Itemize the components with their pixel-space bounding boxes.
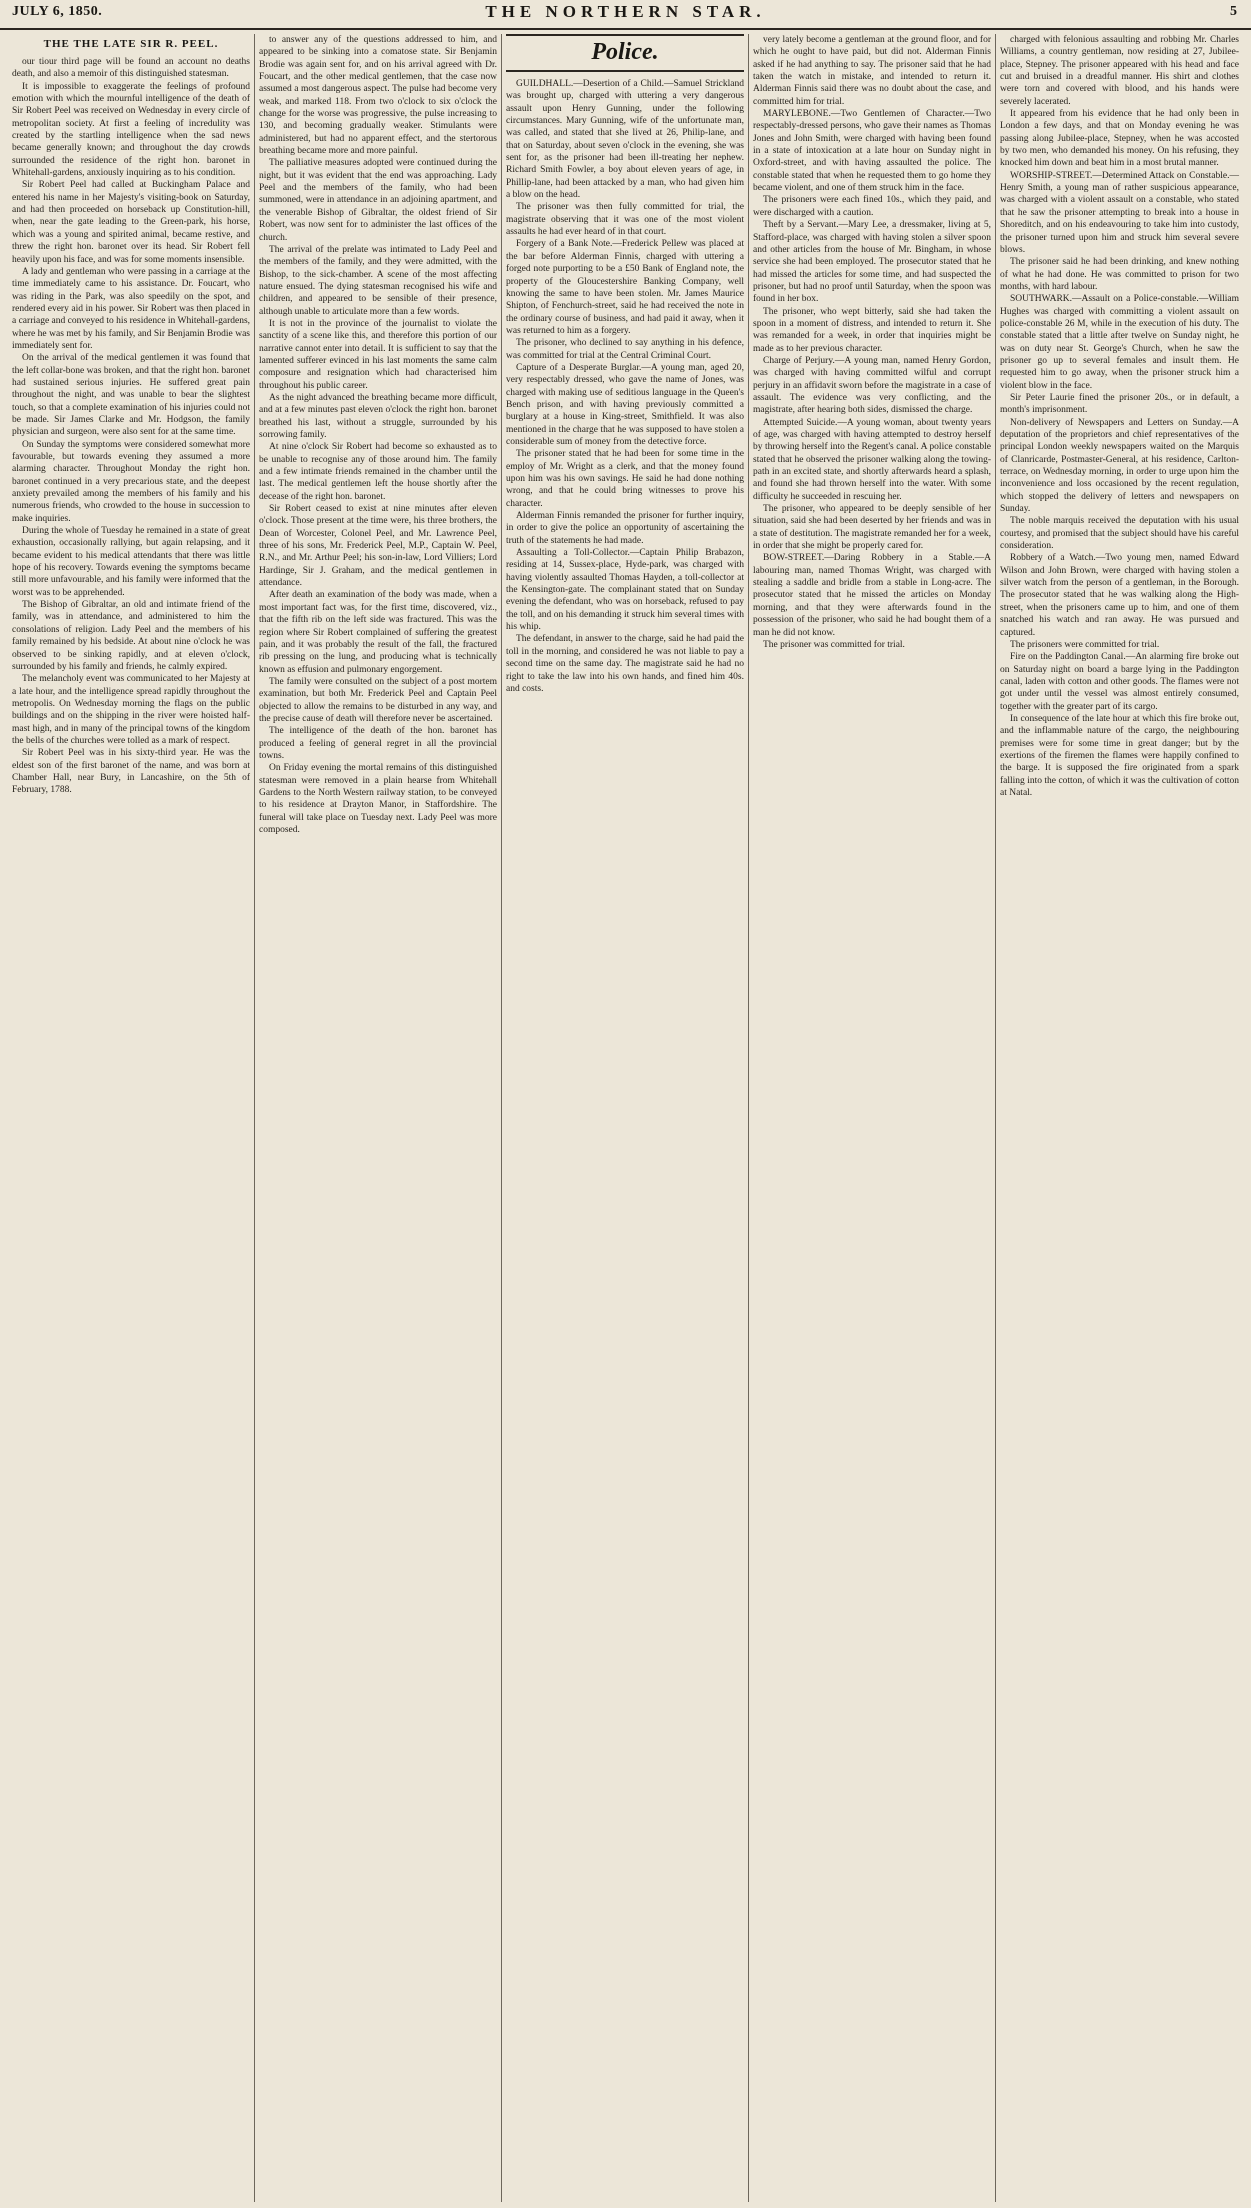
- article-paragraph: At nine o'clock Sir Robert had become so exhausted as to be unable to recognise any of those around him. The family and a few intimate friends remained in the chamber until the last. The medical gentlemen left the house shortly after the decease of the right hon. baronet.: [259, 442, 497, 502]
- article-paragraph: WORSHIP-STREET.—Determined Attack on Constable.—Henry Smith, a young man of rather suspicious appearance, was charged with a violent assault on a constable, who stated that he saw the prisoner attempting to break into a house in Shoreditch, and on his endeavouring to take him into custody, the prisoner turned upon him and struck him several severe blows.: [1000, 170, 1239, 255]
- article-paragraph: On Sunday the symptoms were considered somewhat more favourable, but towards evening they assumed a more alarming character. Throughout Monday the right hon. baronet continued in a very precarious state, and the deepest anxiety prevailed among the members of his family and his numerous friends, who crowded to the house in succession to make inquiries.: [12, 439, 250, 524]
- article-paragraph: Alderman Finnis remanded the prisoner for further inquiry, in order to give the police an opportunity of ascertaining the truth of the statements he had made.: [506, 511, 744, 546]
- article-paragraph: The prisoner, who appeared to be deeply sensible of her situation, said she had been deserted by her friends and was in a state of destitution. The magistrate remanded her for a week, in order that she might be properly cared for.: [753, 504, 991, 552]
- column-3: [502, 34, 749, 2202]
- article-paragraph: The noble marquis received the deputation with his usual courtesy, and promised that the subject should have his careful consideration.: [1000, 516, 1239, 552]
- article-paragraph: Charge of Perjury.—A young man, named Henry Gordon, was charged with having committed wilful and corrupt perjury in an affidavit sworn before the magistrate in a case of assault. The evidence was very conflicting, and the magistrate, after hearing both sides, dismissed the charge.: [753, 355, 991, 416]
- article-paragraph: charged with felonious assaulting and robbing Mr. Charles Williams, a country gentleman, now residing at 27, Jubilee-place, Stepney. The prisoner appeared with his head and face cut and bruised in a dreadful manner. His shirt and clothes were torn and covered with blood, and his hands were severely lacerated.: [1000, 35, 1239, 107]
- article-paragraph: The prisoners were each fined 10s., which they paid, and were discharged with a caution.: [753, 195, 991, 218]
- article-paragraph: The defendant, in answer to the charge, said he had paid the toll in the morning, and considered he was not liable to pay a second time on the same day. The magistrate said he had no right to take the law into his own hands, and fined him 40s. and costs.: [506, 634, 744, 694]
- article-paragraph: A lady and gentleman who were passing in a carriage at the time immediately came to his assistance. Dr. Foucart, who was riding in the Park, was also speedily on the spot, and rendered every aid in his power. Sir Robert was then placed in a carriage and conveyed to his residence in Whitehall-gardens, where he was met by his family, and Sir Benjamin Brodie was immediately sent for.: [12, 266, 251, 351]
- column-2: [255, 34, 502, 2202]
- article-paragraph: BOW-STREET.—Daring Robbery in a Stable.—A labouring man, named Thomas Wright, was charged with stealing a saddle and bridle from a stable in Long-acre. The prosecutor stated that he missed the articles on Monday morning, and that they were afterwards found in the possession of the prisoner, who said he had bought them of a man he did not know.: [753, 553, 991, 638]
- article-paragraph: On Friday evening the mortal remains of this distinguished statesman were removed in a plain hearse from Whitehall Gardens to the North Western railway station, to be conveyed to his residence at Drayton Manor, in Staffordshire. The funeral will take place on Tuesday next. Lady Peel was more composed.: [259, 763, 497, 835]
- article-paragraph: It appeared from his evidence that he had only been in London a few days, and that on Monday evening he was passing along Jubilee-place, Stepney, when he was accosted by two men, who demanded his money. On his refusing, they knocked him down and beat him in a most brutal manner.: [1000, 109, 1239, 169]
- article-columns: [8, 34, 1244, 2202]
- article-paragraph: GUILDHALL.—Desertion of a Child.—Samuel Strickland was brought up, charged with uttering a very dangerous assault upon Henry Gunning, under the following circumstances. Mary Gunning, wife of the unfortunate man, was called, and stated that she lived at 26, Philip-lane, and that on Saturday, about seven o'clock in the evening, she was sent for, as the prisoner had been ill-treating her nephew. Richard Smith Fowler, a boy about eleven years of age, in Phillip-lane, had been attacked by a man, who had given him a blow on the head.: [506, 79, 744, 201]
- article-paragraph: In consequence of the late hour at which this fire broke out, and the inflammable nature of the cargo, the neighbouring premises were for some time in great danger; but by the exertions of the firemen the flames were happily confined to the barge. It is supposed the fire originated from a spark falling into the cotton, of which it was the cultivation of cotton at Natal.: [1000, 713, 1239, 798]
- page-number: 5: [1230, 4, 1237, 19]
- article-paragraph: The prisoner said he had been drinking, and knew nothing of what he had done. He was committed to prison for two months, with hard labour.: [1000, 257, 1239, 292]
- article-paragraph: The family were consulted on the subject of a post mortem examination, but both Mr. Frederick Peel and Captain Peel objected to allow the remains to be disturbed in any way, and the precise cause of death will therefore never be ascertained.: [259, 676, 497, 724]
- article-paragraph: The intelligence of the death of the hon. baronet has produced a feeling of general regret in all the provincial towns.: [259, 726, 497, 761]
- article-paragraph: SOUTHWARK.—Assault on a Police-constable.—William Hughes was charged with committing a violent assault on police-constable 26 M, while in the execution of his duty. The constable stated that a little after twelve on Sunday night, he was on duty near St. George's Church, when he saw the prisoner go up to several females and insult them. He requested him to go away, when the prisoner struck him a violent blow in the face.: [1000, 294, 1239, 391]
- article-paragraph: Capture of a Desperate Burglar.—A young man, aged 20, very respectably dressed, who gave the name of Jones, was charged with making use of seditious language in the Queen's Bench prison, and with having previously committed a burglary at a house in King-street, Smithfield. It was also mentioned in the charge that he was supposed to have stolen a considerable sum of money from the detective force.: [506, 362, 744, 447]
- article-paragraph: Non-delivery of Newspapers and Letters on Sunday.—A deputation of the proprietors and chief representatives of the principal London weekly newspapers waited on the Marquis of Clanricarde, Postmaster-General, at his residence, Carlton-terrace, on Wednesday morning, in order to urge upon him the inconvenience and loss occasioned by the recent regulation, which stopped the delivery of letters and newspapers on Sunday.: [1000, 417, 1239, 515]
- article-paragraph: Theft by a Servant.—Mary Lee, a dressmaker, living at 5, Stafford-place, was charged with having stolen a silver spoon and other articles from the house of Mr. Bingham, in whose service she had been employed. The prosecutor stated that he had missed the articles for some time, and had suspected the prisoner, but had no proof until Saturday, when the spoon was found in her box.: [753, 220, 991, 305]
- article-paragraph: Sir Robert Peel had called at Buckingham Palace and entered his name in her Majesty's visiting-book on Saturday, and had then proceeded on horseback up Constitution-hill, when, near the gate leading to the Green-park, his horse, which was a young and spirited animal, became restive, and threw the right hon. baronet over its head. Sir Robert fell heavily upon his face, and was for some moments insensible.: [12, 180, 250, 265]
- article-paragraph: The prisoner, who wept bitterly, said she had taken the spoon in a moment of distress, and intended to return it. She was remanded for a week, in order that inquiries might be made as to her previous character.: [753, 306, 991, 354]
- article-paragraph: The melancholy event was communicated to her Majesty at a late hour, and the intelligence spread rapidly throughout the metropolis. On Wednesday morning the flags on the public buildings and on the shipping in the river were hoisted half-mast high, and in many of the principal towns of the kingdom the bells of the churches were tolled as a mark of respect.: [12, 674, 250, 746]
- article-paragraph: The prisoner, who declined to say anything in his defence, was committed for trial at the Central Criminal Court.: [506, 338, 744, 361]
- article-paragraph: The Bishop of Gibraltar, an old and intimate friend of the family, was in attendance, and administered to him the consolations of religion. Lady Peel and the members of his family remained by his bedside. At about nine o'clock he was observed to be sinking rapidly, and at eleven o'clock, surrounded by his family and friends, he calmly expired.: [12, 600, 250, 672]
- article-paragraph: to answer any of the questions addressed to him, and appeared to be sinking into a comatose state. Sir Benjamin Brodie was again sent for, and on his arrival agreed with Dr. Foucart, and the other medical gentlemen, that the case now assumed a most dangerous aspect. The pulse had become very weak, and marked 118. From two o'clock to six o'clock the change for the worse was progressive, the pulse increasing to 130, and becoming gradually weaker. Stimulants were administered, but had no apparent effect, and the stertorous breathing became more and more painful.: [259, 35, 497, 157]
- article-paragraph: Robbery of a Watch.—Two young men, named Edward Wilson and John Brown, were charged with having stolen a silver watch from the person of a gentleman, in the Borough. The prosecutor stated that he was walking along the High-street, when the prisoners came up to him, and one of them snatched his watch and ran away. He was pursued and captured.: [1000, 553, 1239, 638]
- article-paragraph: very lately become a gentleman at the ground floor, and for which he ought to have paid, but did not. Alderman Finnis asked if he had anything to say. The prisoner said that he had taken the watch in mistake, and intended to return it. Alderman Finnis said there was no doubt about the case, and committed him for trial.: [753, 35, 991, 107]
- column-1: [8, 34, 255, 2202]
- masthead: [0, 0, 1251, 30]
- column-heading: THE THE LATE SIR R. PEEL.: [43, 38, 219, 50]
- article-paragraph: The prisoner was then fully committed for trial, the magistrate observing that it was one of the most violent assaults he had ever heard of in that court.: [506, 202, 744, 238]
- article-paragraph: The prisoner stated that he had been for some time in the employ of Mr. Wright as a clerk, and that the money found upon him was his own savings. He said he had done nothing wrong, and that he could bring witnesses to prove his character.: [506, 449, 744, 509]
- article-paragraph: Sir Robert ceased to exist at nine minutes after eleven o'clock. Those present at the time were, his three brothers, the Dean of Worcester, Colonel Peel, and Mr. Lawrence Peel, three of his sons, Mr. Frederick Peel, M.P., Captain W. Peel, R.N., and Mr. Arthur Peel; his son-in-law, Lord Villiers; Lord Hardinge, Sir J. Graham, and the medical gentlemen in attendance.: [259, 504, 497, 589]
- article-paragraph: After death an examination of the body was made, when a most important fact was, for the first time, discovered, viz., that the fifth rib on the left side was fractured. This was the region where Sir Robert complained of suffering the greatest pain, and it was probably the result of the fall, the fractured rib pressing on the lung, and producing what is technically known as effusion and pulmonary engorgement.: [259, 590, 497, 675]
- article-paragraph: During the whole of Tuesday he remained in a state of great exhaustion, occasionally rallying, but again relapsing, and it became evident to his medical attendants that there was little hope of his recovery. Towards evening the symptoms became still more unfavourable, and his family were informed that the worst was to be apprehended.: [12, 526, 250, 598]
- article-paragraph: The prisoners were committed for trial.: [1010, 639, 1160, 650]
- issue-date: JULY 6, 1850.: [12, 4, 103, 19]
- article-paragraph: Fire on the Paddington Canal.—An alarming fire broke out on Saturday night on board a barge lying in the Paddington canal, laden with cotton and other goods. The flames were not got under until the vessel was almost entirely consumed, together with the greater part of its cargo.: [1000, 652, 1239, 712]
- article-paragraph: MARYLEBONE.—Two Gentlemen of Character.—Two respectably-dressed persons, who gave their names as Thomas Jones and John Smith, were charged with having been found in a state of intoxication at a late hour on Sunday night in Oxford-street, and with having assaulted the police. The constable stated that when he requested them to go home they became violent, and one of them struck him in the face.: [753, 109, 991, 194]
- column-4: [749, 34, 996, 2202]
- article-paragraph: The palliative measures adopted were continued during the night, but it was evident that the end was approaching. Lady Peel and the members of the family, who had been summoned, were in attendance in an adjoining apartment, and the venerable Bishop of Gibraltar, the oldest friend of Sir Robert, was now sent for to administer the last offices of the church.: [259, 158, 497, 243]
- article-paragraph: The arrival of the prelate was intimated to Lady Peel and the members of the family, and they were admitted, with the Bishop, to the sick-chamber. A scene of the most affecting nature ensued. The dying statesman recognised his wife and children, and appeared to be sensible of their presence, although unable to articulate more than a few words.: [259, 244, 497, 317]
- column-5: [996, 34, 1243, 2202]
- article-paragraph: our tiour third page will be found an account no deaths death, and also a memoir of this distinguished statesman.: [12, 57, 250, 80]
- article-paragraph: On the arrival of the medical gentlemen it was found that the left collar-bone was broken, and that the right hon. baronet had sustained serious injuries. He suffered great pain throughout the night, and was unable to bear the slightest touch, so that a complete examination of his injuries could not be made. Sir James Clarke and Mr. Hodgson, the family physician and surgeon, were also sent for at the same time.: [12, 353, 250, 438]
- article-paragraph: The prisoner was committed for trial.: [763, 639, 905, 650]
- article-paragraph: Forgery of a Bank Note.—Frederick Pellew was placed at the bar before Alderman Finnis, charged with uttering a forged note purporting to be a £50 Bank of England note, the property of the Gloucestershire Banking Company, well knowing the same to have been stolen. Mr. James Maurice Shipton, of Fenchurch-street, said he had received the note in the ordinary course of business, and had paid it away, when it was returned to him as a forgery.: [506, 239, 744, 336]
- article-paragraph: It is impossible to exaggerate the feelings of profound emotion with which the mournful intelligence of the death of Sir Robert Peel was received on Wednesday in every circle of metropolitan society. At first a feeling of incredulity was created by the startling intelligence when the sad news became generally known; and throughout the day crowds surrounded the residence of the right hon. baronet in Whitehall-gardens, anxiously inquiring as to his condition.: [12, 81, 250, 179]
- article-paragraph: As the night advanced the breathing became more difficult, and at a few minutes past eleven o'clock the right hon. baronet breathed his last, without a struggle, surrounded by his sorrowing family.: [259, 392, 497, 440]
- article-paragraph: Sir Peter Laurie fined the prisoner 20s., or in default, a month's imprisonment.: [1000, 392, 1239, 416]
- article-paragraph: Assaulting a Toll-Collector.—Captain Philip Brabazon, residing at 14, Sussex-place, Hyde-park, was charged with having violently assaulted Thomas Hayden, a toll-collector at the Kensington-gate. The complainant stated that on Sunday evening the defendant, who was on horseback, refused to pay the toll, and on his demanding it struck him several times with his whip.: [506, 548, 744, 633]
- article-paragraph: Attempted Suicide.—A young woman, about twenty years of age, was charged with having attempted to destroy herself by throwing herself into the Regent's canal. A police constable stated that he observed the prisoner walking along the towing-path in an excited state, and shortly afterwards heard a splash, and found she had thrown herself into the water. With some difficulty he succeeded in rescuing her.: [753, 417, 991, 502]
- column-heading: Police.: [506, 34, 744, 72]
- newspaper-title: THE NORTHERN STAR.: [485, 2, 766, 21]
- article-paragraph: Sir Robert Peel was in his sixty-third year. He was the eldest son of the first baronet of the name, and was born at Chamber Hall, near Bury, in Lancashire, on the 5th of February, 1788.: [12, 748, 250, 796]
- article-paragraph: It is not in the province of the journalist to violate the sanctity of a scene like this, and therefore this portion of our narrative cannot enter into detail. It is sufficient to say that the lamented sufferer evinced in his last moments the same calm composure and resignation which had characterised him throughout his public career.: [259, 318, 497, 391]
